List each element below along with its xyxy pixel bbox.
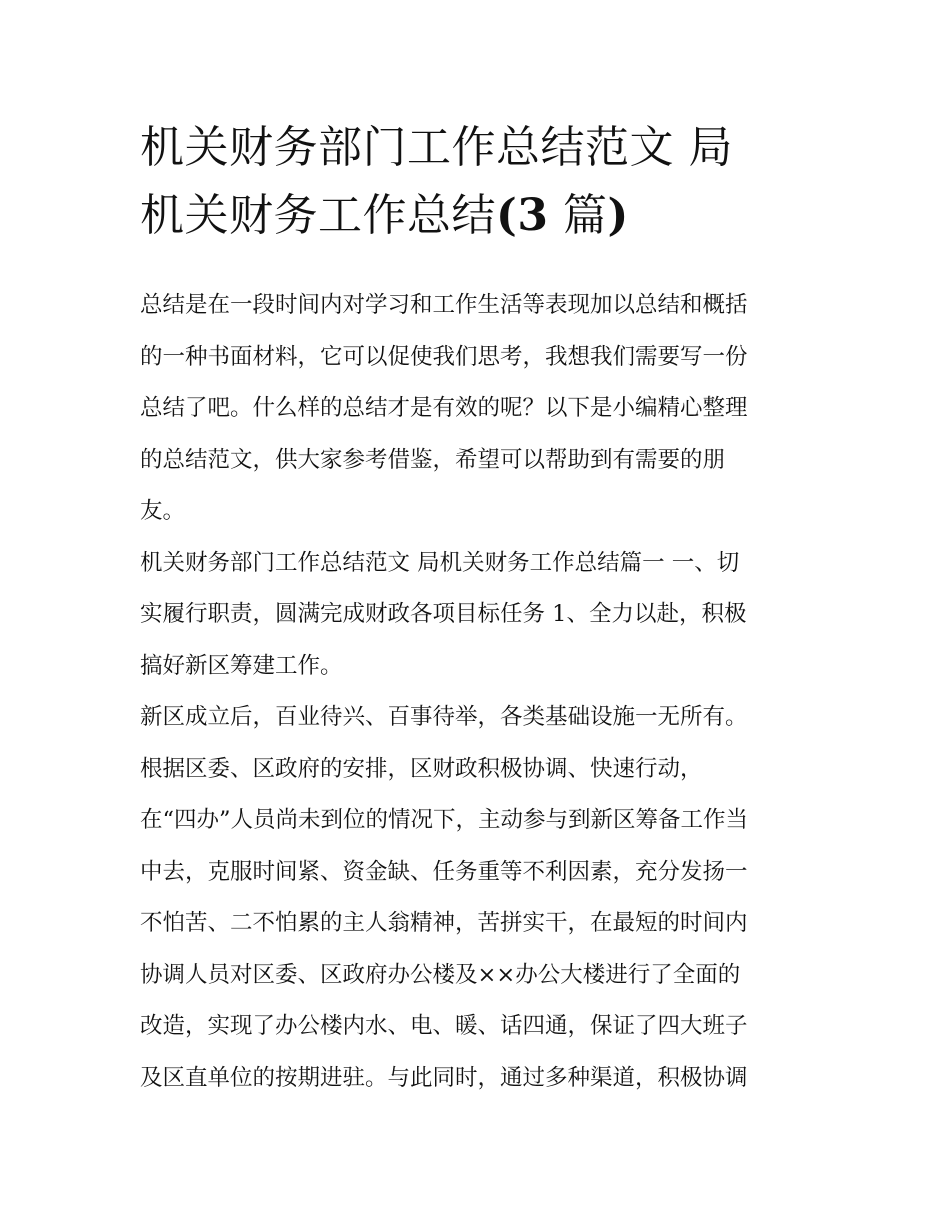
text-line: 改造，实现了办公楼内水、电、暖、话四通，保证了四大班子 bbox=[140, 1013, 748, 1039]
paragraph-intro bbox=[140, 280, 812, 538]
text-line: 搞好新区筹建工作。 bbox=[140, 652, 343, 679]
document-body bbox=[140, 114, 812, 1104]
text-line: 的一种书面材料，它可以促使我们思考，我想我们需要写一份 bbox=[140, 343, 748, 370]
title-line-1: 机关财务部门工作总结范文 局 bbox=[140, 122, 733, 173]
text-line: 的总结范文，供大家参考借鉴，希望可以帮助到有需要的朋 bbox=[140, 446, 726, 473]
title-line-2-text: 机关财务工作总结 bbox=[140, 190, 496, 241]
text-line: 新区成立后，百业待兴、百事待举，各类基础设施一无所有。 bbox=[140, 704, 748, 730]
paragraph-section-one bbox=[140, 538, 812, 693]
text-line: 不怕苦、二不怕累的主人翁精神，苦拼实干，在最短的时间内 bbox=[140, 910, 748, 936]
document-title bbox=[140, 114, 812, 250]
text-line: 及区直单位的按期进驻。与此同时，通过多种渠道，积极协调 bbox=[140, 1064, 748, 1091]
text-line: 总结是在一段时间内对学习和工作生活等表现加以总结和概括 bbox=[140, 292, 748, 318]
title-close-paren: ) bbox=[607, 190, 629, 241]
text-line: 在“四办”人员尚未到位的情况下，主动参与到新区筹备工作当 bbox=[140, 807, 749, 833]
text-line: 根据区委、区政府的安排，区财政积极协调、快速行动， bbox=[140, 755, 703, 782]
text-line: 协调人员对区委、区政府办公楼及××办公大楼进行了全面的 bbox=[140, 961, 741, 988]
text-line: 实履行职责，圆满完成财政各项目标任务 1、全力以赴，积极 bbox=[140, 601, 747, 627]
text-line: 友。 bbox=[140, 498, 186, 524]
paragraph-new-district bbox=[140, 692, 812, 1104]
title-count: (3 bbox=[496, 190, 549, 241]
title-unit: 篇 bbox=[562, 190, 608, 241]
text-line: 中去，克服时间紧、资金缺、任务重等不利因素，充分发扬一 bbox=[140, 858, 748, 885]
title-line-2 bbox=[140, 182, 812, 250]
text-line: 总结了吧。什么样的总结才是有效的呢？以下是小编精心整理 bbox=[140, 395, 748, 421]
text-line: 机关财务部门工作总结范文 局机关财务工作总结篇一 一、切 bbox=[140, 549, 740, 576]
